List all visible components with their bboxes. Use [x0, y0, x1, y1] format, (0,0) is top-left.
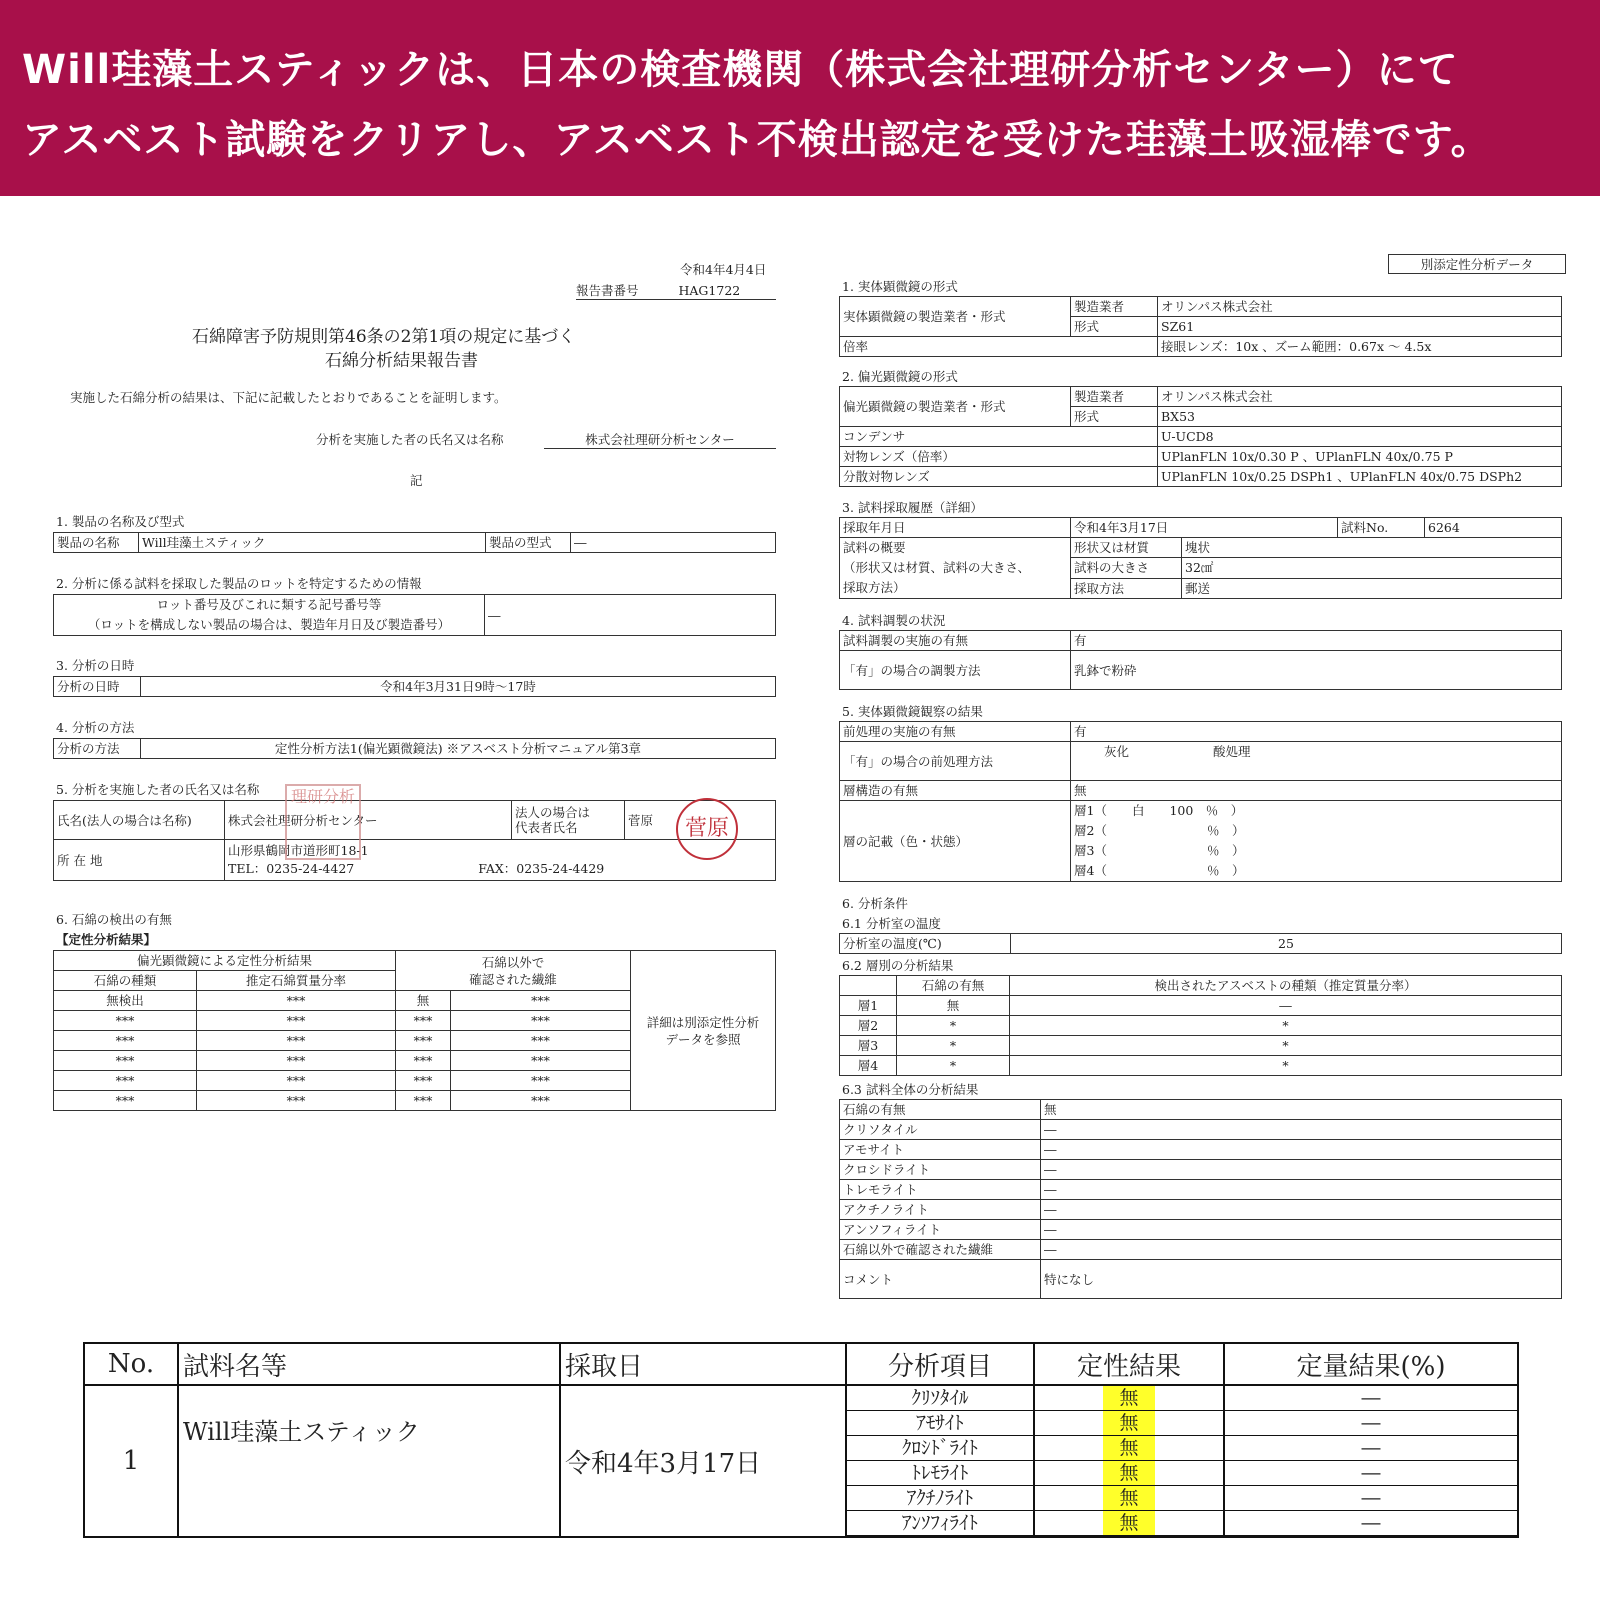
ki-mark: 記	[410, 473, 423, 488]
qual-result: 無	[1103, 1436, 1154, 1460]
s6-cell: ***	[451, 1071, 631, 1091]
sampling-history-table	[839, 517, 1562, 599]
r5-pre-label: 前処理の実施の有無	[840, 722, 1071, 742]
r62-empty	[840, 976, 897, 996]
table-row	[847, 1436, 1517, 1461]
s6-cell: ***	[451, 1011, 631, 1031]
r62-cell: *	[1010, 1036, 1562, 1056]
r62-header-1: 石綿の有無	[897, 976, 1010, 996]
r3-method-label: 採取方法	[1071, 578, 1182, 598]
section-3-title: 3. 分析の日時	[56, 658, 135, 673]
s6-cell: ***	[396, 1031, 451, 1051]
s6-cell: ***	[197, 991, 396, 1011]
r1-title: 1. 実体顕微鏡の形式	[842, 279, 958, 294]
r3-no: 6264	[1425, 518, 1562, 538]
analyst-name-label: 氏名(法人の場合は名称)	[54, 801, 225, 840]
product-model-label: 製品の型式	[486, 533, 571, 553]
r62-header-2: 検出されたアスベストの種類（推定質量分率）	[1010, 976, 1562, 996]
r2-title: 2. 偏光顕微鏡の形式	[842, 369, 958, 384]
r63-value: ―	[1041, 1200, 1562, 1220]
s6-cell: ***	[396, 1011, 451, 1031]
phone: TEL：0235-24-4427	[228, 861, 355, 876]
qual-result: 無	[1103, 1511, 1154, 1535]
preparation-table	[839, 630, 1562, 690]
r5-title: 5. 実体顕微鏡観察の結果	[842, 704, 983, 719]
lot-table	[53, 594, 776, 636]
r2-disp-label: 分散対物レンズ	[840, 467, 1158, 487]
report-title-1: 石綿障害予防規則第46条の2第1項の規定に基づく	[192, 327, 576, 347]
table-row	[840, 1036, 1562, 1056]
analysis-item: ｸﾘｿﾀｲﾙ	[847, 1386, 1034, 1411]
r5-layers	[1071, 801, 1562, 882]
stereo-observation-table	[839, 721, 1562, 882]
table-row	[840, 1056, 1562, 1076]
r63-label: アモサイト	[840, 1140, 1041, 1160]
quant-result: ―	[1224, 1386, 1517, 1411]
r2-type: BX53	[1158, 407, 1562, 427]
table-row	[847, 1411, 1517, 1436]
r2-mfr: オリンパス株式会社	[1158, 387, 1562, 407]
s6-cell: ***	[54, 1051, 197, 1071]
r2-label: 偏光顕微鏡の製造業者・形式	[840, 387, 1071, 427]
analyst-company: 株式会社理研分析センター	[225, 801, 512, 840]
r62-cell: 層2	[840, 1016, 897, 1036]
r6-title: 6. 分析条件	[842, 896, 908, 911]
table-row	[840, 1160, 1562, 1180]
r4-method-label: 「有」の場合の調製方法	[840, 651, 1071, 690]
s6-cell: ***	[197, 1071, 396, 1091]
r62-cell: ―	[1010, 996, 1562, 1016]
qual-result: 無	[1103, 1486, 1154, 1510]
r62-cell: 層1	[840, 996, 897, 1016]
r3-ov-3: 採取方法）	[843, 580, 906, 595]
r63-label: 石綿の有無	[840, 1100, 1041, 1120]
r63-value: ―	[1041, 1140, 1562, 1160]
r62-cell: 層3	[840, 1036, 897, 1056]
h-name: 試料名等	[178, 1343, 560, 1385]
r63-label: トレモライト	[840, 1180, 1041, 1200]
certify-text: 実施した石綿分析の結果は、下記に記載したとおりであることを証明します。	[70, 390, 507, 405]
s6-cell: ***	[451, 991, 631, 1011]
qual-result: 無	[1103, 1461, 1154, 1485]
representative-label	[512, 801, 625, 840]
qual-result: 無	[1103, 1386, 1154, 1410]
s6-col-type: 石綿の種類	[54, 971, 197, 991]
lot-label	[54, 595, 485, 636]
method-label: 分析の方法	[54, 739, 141, 759]
s6-cell: ***	[396, 1071, 451, 1091]
analyst-name: 株式会社理研分析センター	[544, 430, 776, 449]
s6-header-1: 偏光顕微鏡による定性分析結果	[54, 951, 396, 971]
qual-cell	[1034, 1411, 1224, 1436]
date-table	[53, 676, 776, 697]
lot-value: ―	[485, 595, 776, 636]
table-row	[847, 1511, 1517, 1536]
method-value: 定性分析方法1(偏光顕微鏡法) ※アスベスト分析マニュアル第3章	[141, 739, 776, 759]
r63-value: ―	[1041, 1240, 1562, 1260]
qual-cell	[1034, 1461, 1224, 1486]
r62-cell: *	[1010, 1056, 1562, 1076]
banner-line-2: アスベスト試験をクリアし、アスベスト不検出認定を受けた珪藻土吸湿棒です。	[22, 117, 1492, 163]
r5-desc-label: 層の記載（色・状態）	[840, 801, 1071, 882]
product-table	[53, 532, 776, 553]
header-banner	[0, 0, 1600, 196]
r4-done-label: 試料調製の実施の有無	[840, 631, 1071, 651]
r63-label: 石綿以外で確認された繊維	[840, 1240, 1041, 1260]
r63-value: 無	[1041, 1100, 1562, 1120]
s6-cell: ***	[197, 1051, 396, 1071]
r63-label: クロシドライト	[840, 1160, 1041, 1180]
address-label: 所 在 地	[54, 840, 225, 881]
r4-method: 乳鉢で粉砕	[1071, 651, 1562, 690]
method-table	[53, 738, 776, 759]
r3-size-label: 試料の大きさ	[1071, 558, 1182, 578]
table-row	[840, 1140, 1562, 1160]
h-date: 採取日	[560, 1343, 846, 1385]
s6-note	[631, 951, 776, 1111]
r3-date-label: 採取年月日	[840, 518, 1071, 538]
section-1-title: 1. 製品の名称及び型式	[56, 514, 185, 529]
product-name-label: 製品の名称	[54, 533, 139, 553]
s6-cell: ***	[451, 1051, 631, 1071]
section-6-title: 6. 石綿の検出の有無	[56, 912, 172, 927]
r62-cell: *	[1010, 1016, 1562, 1036]
comment-label: コメント	[840, 1260, 1041, 1299]
table-row	[840, 1100, 1562, 1120]
qual-cell	[1034, 1511, 1224, 1536]
section-6-sub: 【定性分析結果】	[56, 932, 157, 947]
table-row	[840, 996, 1562, 1016]
r5-acid: 酸処理	[1213, 744, 1251, 759]
table-row	[840, 1220, 1562, 1240]
table-row	[840, 1016, 1562, 1036]
s6-cell: ***	[451, 1031, 631, 1051]
s6-cell: ***	[197, 1011, 396, 1031]
table-row	[840, 1120, 1562, 1140]
r61-title: 6.1 分析室の温度	[842, 916, 941, 931]
s6-cell: ***	[54, 1071, 197, 1091]
r3-ov-1: 試料の概要	[843, 540, 906, 555]
representative-label-1: 法人の場合は	[515, 805, 591, 820]
fax: FAX：0235-24-4429	[478, 861, 605, 876]
sample-date: 令和4年3月17日	[560, 1385, 846, 1537]
polarizing-microscope-table	[839, 386, 1562, 487]
layer-line: 層4（ ％ ）	[1074, 863, 1245, 878]
r63-value: ―	[1041, 1220, 1562, 1240]
s6-cell: 無	[396, 991, 451, 1011]
r63-label: アクチノライト	[840, 1200, 1041, 1220]
r62-cell: 層4	[840, 1056, 897, 1076]
summary-table	[83, 1342, 1519, 1538]
s6-cell: ***	[451, 1091, 631, 1111]
r4-title: 4. 試料調製の状況	[842, 613, 946, 628]
r2-disp: UPlanFLN 10x/0.25 DSPh1 、UPlanFLN 40x/0.75 DSPh2	[1158, 467, 1562, 487]
s6-header-2	[396, 951, 631, 991]
quant-result: ―	[1224, 1511, 1517, 1536]
comment-value: 特になし	[1041, 1260, 1562, 1299]
r62-cell: 無	[897, 996, 1010, 1016]
lot-label-1: ロット番号及びこれに類する記号番号等	[156, 597, 382, 612]
analysis-item: ｱｸﾁﾉﾗｲﾄ	[847, 1486, 1034, 1511]
r2-mfr-label: 製造業者	[1071, 387, 1158, 407]
report-number: HAG1722	[678, 283, 741, 298]
r63-title: 6.3 試料全体の分析結果	[842, 1082, 979, 1097]
h-quant: 定量結果(%)	[1224, 1343, 1518, 1385]
h-item: 分析項目	[846, 1343, 1034, 1385]
r4-done: 有	[1071, 631, 1562, 651]
r2-cond: U-UCD8	[1158, 427, 1562, 447]
s6-cell: ***	[396, 1051, 451, 1071]
s6-cell: ***	[54, 1091, 197, 1111]
address: 山形県鶴岡市道形町18-1	[228, 843, 369, 858]
table-row	[840, 1200, 1562, 1220]
r1-type: SZ61	[1158, 317, 1562, 337]
company-seal: 理研分析	[285, 784, 361, 860]
attachment-tag: 別添定性分析データ	[1388, 254, 1566, 274]
s6-cell: ***	[197, 1091, 396, 1111]
analysis-item: ｸﾛｼﾄﾞﾗｲﾄ	[847, 1436, 1034, 1461]
r2-obj-label: 対物レンズ（倍率）	[840, 447, 1158, 467]
table-row	[847, 1461, 1517, 1486]
quant-result: ―	[1224, 1461, 1517, 1486]
analyst-table	[53, 800, 776, 881]
r5-pre-method-label: 「有」の場合の前処理方法	[840, 742, 1071, 781]
r1-mag: 接眼レンズ：10x 、ズーム範囲：0.67x ～ 4.5x	[1158, 337, 1562, 357]
layer-line: 層2（ ％ ）	[1074, 823, 1245, 838]
r62-cell: *	[897, 1016, 1010, 1036]
r3-shape-label: 形状又は材質	[1071, 538, 1182, 558]
r3-size: 32㎠	[1182, 558, 1562, 578]
r2-obj: UPlanFLN 10x/0.30 P 、UPlanFLN 40x/0.75 P	[1158, 447, 1562, 467]
report-date: 令和4年4月4日	[680, 262, 767, 277]
r5-layer: 無	[1071, 781, 1562, 801]
r1-mfr: オリンパス株式会社	[1158, 297, 1562, 317]
r1-label: 実体顕微鏡の製造業者・形式	[840, 297, 1071, 337]
product-model: ―	[571, 533, 776, 553]
r62-cell: *	[897, 1036, 1010, 1056]
table-row	[840, 1180, 1562, 1200]
r1-type-label: 形式	[1071, 317, 1158, 337]
s6-cell: 無検出	[54, 991, 197, 1011]
overall-result-table	[839, 1099, 1562, 1299]
r5-pre-method	[1071, 742, 1562, 781]
qual-result: 無	[1103, 1411, 1154, 1435]
s6-col-fraction: 推定石綿質量分率	[197, 971, 396, 991]
quant-result: ―	[1224, 1486, 1517, 1511]
report-title-2: 石綿分析結果報告書	[325, 351, 478, 371]
s6-cell: ***	[396, 1091, 451, 1111]
r5-layer-label: 層構造の有無	[840, 781, 1071, 801]
layer-line: 層1（ 白 100 ％ ）	[1074, 803, 1244, 818]
r63-label: クリソタイル	[840, 1120, 1041, 1140]
temperature-table	[839, 933, 1562, 954]
r5-pre: 有	[1071, 722, 1562, 742]
r3-shape: 塊状	[1182, 538, 1562, 558]
layer-result-table	[839, 975, 1562, 1076]
layer-line: 層3（ ％ ）	[1074, 843, 1245, 858]
stereo-microscope-table	[839, 296, 1562, 357]
analysis-item: ｱﾓｻｲﾄ	[847, 1411, 1034, 1436]
s6-header-2a: 石綿以外で	[481, 954, 545, 970]
table-row	[840, 1240, 1562, 1260]
temp-value: 25	[1011, 934, 1562, 954]
phone-fax	[228, 860, 772, 878]
r1-mag-label: 倍率	[840, 337, 1158, 357]
lot-label-2: （ロットを構成しない製品の場合は、製造年月日及び製造番号）	[87, 617, 451, 632]
r3-title: 3. 試料採取履歴（詳細）	[842, 500, 983, 515]
analysis-date-label: 分析の日時	[54, 677, 141, 697]
section-2-title: 2. 分析に係る試料を採取した製品のロットを特定するための情報	[56, 576, 422, 591]
r2-type-label: 形式	[1071, 407, 1158, 427]
r3-ov-2: （形状又は材質、試料の大きさ、	[843, 560, 1031, 575]
table-row	[847, 1486, 1517, 1511]
r63-label: アンソフィライト	[840, 1220, 1041, 1240]
analysis-item: ﾄﾚﾓﾗｲﾄ	[847, 1461, 1034, 1486]
r3-date: 令和4年3月17日	[1071, 518, 1338, 538]
qual-cell	[1034, 1436, 1224, 1461]
banner-line-1: Will珪藻土スティックは、日本の検査機関（株式会社理研分析センター）にて	[22, 47, 1459, 93]
sample-name: Will珪藻土スティック	[178, 1385, 560, 1537]
h-qual: 定性結果	[1034, 1343, 1224, 1385]
qual-cell	[1034, 1486, 1224, 1511]
analysis-item: ｱﾝｿﾌｨﾗｲﾄ	[847, 1511, 1034, 1536]
r3-no-label: 試料No.	[1338, 518, 1425, 538]
table-row	[847, 1386, 1517, 1411]
s6-cell: ***	[54, 1011, 197, 1031]
s6-cell: ***	[54, 1031, 197, 1051]
section-4-title: 4. 分析の方法	[56, 720, 135, 735]
analyst-label: 分析を実施した者の氏名又は名称	[316, 432, 504, 447]
h-no: No.	[84, 1343, 178, 1385]
s6-header-2b: 確認された繊維	[469, 971, 557, 987]
product-name: Will珪藻土スティック	[139, 533, 486, 553]
representative-label-2: 代表者氏名	[515, 820, 578, 835]
results-cell	[846, 1385, 1518, 1537]
qualitative-result-table	[53, 950, 776, 1111]
r63-value: ―	[1041, 1120, 1562, 1140]
section-5-title: 5. 分析を実施した者の氏名又は名称	[56, 782, 260, 797]
r63-value: ―	[1041, 1180, 1562, 1200]
quant-result: ―	[1224, 1436, 1517, 1461]
r3-method: 郵送	[1182, 578, 1562, 598]
representative-name: 菅原	[625, 801, 776, 840]
quant-result: ―	[1224, 1411, 1517, 1436]
r62-cell: *	[897, 1056, 1010, 1076]
r3-overview	[840, 538, 1071, 599]
r1-mfr-label: 製造業者	[1071, 297, 1158, 317]
s6-cell: ***	[197, 1031, 396, 1051]
s6-note-1: 詳細は別添定性分析	[646, 1014, 760, 1030]
sample-no: 1	[84, 1385, 178, 1537]
r63-value: ―	[1041, 1160, 1562, 1180]
r5-ash: 灰化	[1104, 744, 1130, 759]
report-number-label: 報告書番号	[576, 283, 639, 298]
s6-note-2: データを参照	[665, 1031, 741, 1047]
temp-label: 分析室の温度(℃)	[840, 934, 1011, 954]
qual-cell	[1034, 1386, 1224, 1411]
r2-cond-label: コンデンサ	[840, 427, 1158, 447]
representative-seal: 菅原	[676, 798, 738, 860]
analysis-date: 令和4年3月31日9時～17時	[141, 677, 776, 697]
r62-title: 6.2 層別の分析結果	[842, 958, 954, 973]
report-number-row	[576, 281, 776, 300]
results-subtable	[847, 1386, 1517, 1536]
